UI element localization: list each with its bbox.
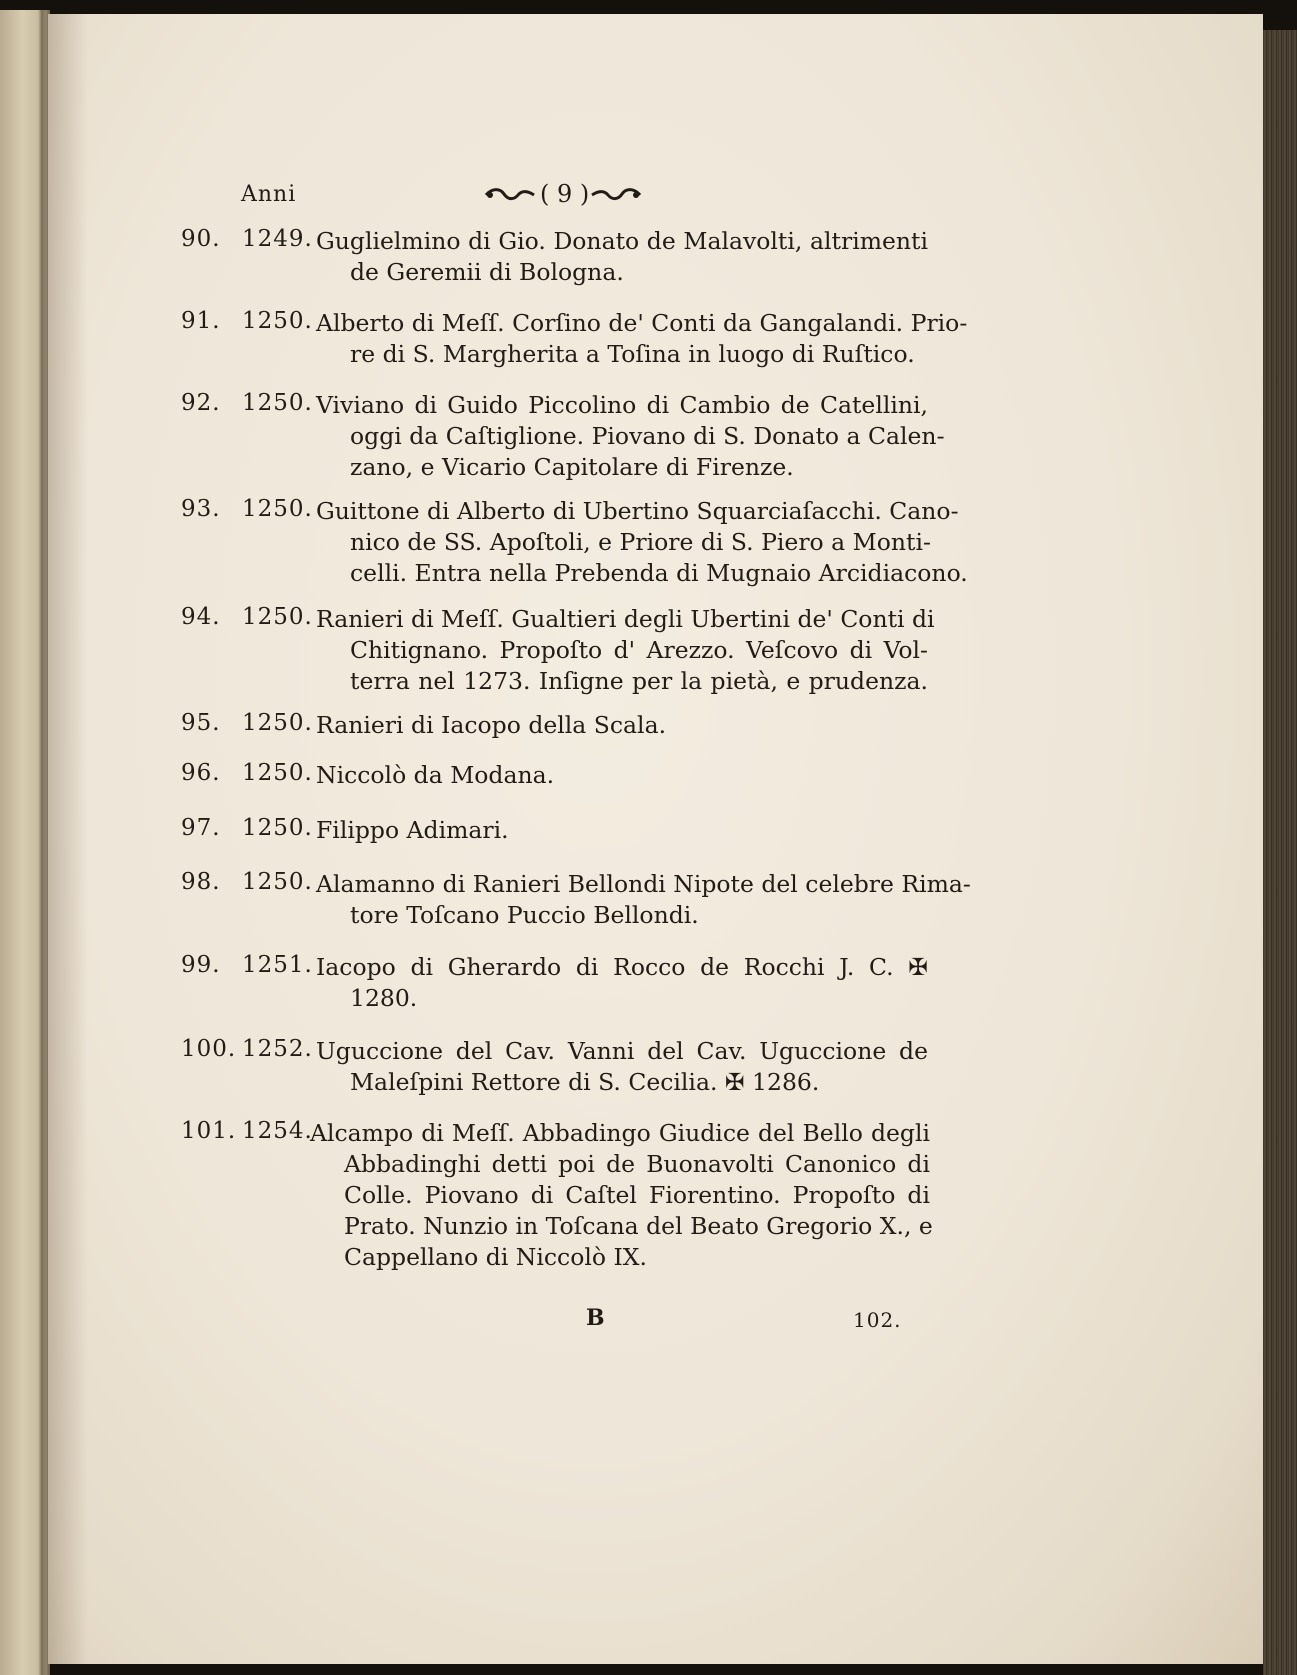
entry-year: 1250. (242, 710, 313, 736)
entry-line: Chitignano. Propoſto d' Arezzo. Veſcovo di Vol- (350, 636, 928, 664)
entry-line: tore Toſcano Puccio Bellondi. (350, 901, 699, 929)
entry-number: 99. (181, 952, 221, 978)
entry-line: Alamanno di Ranieri Bellondi Nipote del celebre Rima- (316, 870, 971, 898)
column-heading-anni: Anni (241, 182, 297, 207)
entry-year: 1252. (242, 1036, 313, 1062)
entry-line: Maleſpini Rettore di S. Cecilia. ✠ 1286. (350, 1068, 820, 1096)
entry-line: Niccolò da Modana. (316, 761, 555, 789)
entry-line: terra nel 1273. Inſigne per la pietà, e prudenza. (350, 667, 928, 695)
entry-line: Ranieri di Iacopo della Scala. (316, 711, 667, 739)
entry-year: 1251. (242, 952, 313, 978)
entry-line: nico de SS. Apoſtoli, e Priore di S. Piero a Monti- (350, 528, 931, 556)
signature-mark: B (586, 1305, 605, 1331)
entry-year: 1254. (242, 1118, 313, 1144)
entry-line: Guittone di Alberto di Ubertino Squarciaſacchi. Cano- (316, 497, 959, 525)
entry-number: 92. (181, 390, 221, 416)
entry-line: re di S. Margherita a Toſina in luogo di Ruſtico. (350, 340, 915, 368)
entry-line: 1280. (350, 984, 418, 1012)
entry-year: 1250. (242, 308, 313, 334)
entry-number: 98. (181, 869, 221, 895)
entry-number: 96. (181, 760, 221, 786)
page-stack-edge (1263, 30, 1297, 1675)
page-number-ornament (484, 182, 644, 212)
entry-line: de Geremii di Bologna. (350, 258, 624, 286)
entry-number: 101. (181, 1118, 237, 1144)
entry-number: 94. (181, 604, 221, 630)
entry-year: 1249. (242, 226, 313, 252)
entry-line: Ranieri di Meſſ. Gualtieri degli Ubertini de' Conti di (316, 605, 935, 633)
entry-line: Colle. Piovano di Caſtel Fiorentino. Propoſto di (344, 1181, 930, 1209)
entry-year: 1250. (242, 390, 313, 416)
left-fleuron-icon (484, 186, 536, 204)
entry-year: 1250. (242, 815, 313, 841)
entry-line: Abbadinghi detti poi de Buonavolti Canonico di (344, 1150, 930, 1178)
entry-line: Alcampo di Meſſ. Abbadingo Giudice del Bello degli (310, 1119, 930, 1147)
entry-number: 91. (181, 308, 221, 334)
entry-year: 1250. (242, 760, 313, 786)
entry-number: 90. (181, 226, 221, 252)
entry-number: 93. (181, 496, 221, 522)
entry-line: Prato. Nunzio in Toſcana del Beato Gregorio X., e (344, 1212, 933, 1240)
entry-number: 95. (181, 710, 221, 736)
page-number: ( 9 ) (540, 180, 590, 208)
entry-line: celli. Entra nella Prebenda di Mugnaio Arcidiacono. (350, 559, 968, 587)
entry-line: Guglielmino di Gio. Donato de Malavolti, altrimenti (316, 227, 928, 255)
entry-line: oggi da Caſtiglione. Piovano di S. Donato a Calen- (350, 422, 945, 450)
entry-year: 1250. (242, 869, 313, 895)
gutter-shade (48, 14, 88, 1664)
entry-line: Viviano di Guido Piccolino di Cambio de Catellini, (316, 391, 928, 419)
entry-line: Alberto di Meſſ. Corſino de' Conti da Gangalandi. Prio- (316, 309, 968, 337)
entry-number: 100. (181, 1036, 237, 1062)
catchword: 102. (853, 1308, 902, 1332)
entry-number: 97. (181, 815, 221, 841)
entry-year: 1250. (242, 604, 313, 630)
entry-line: Uguccione del Cav. Vanni del Cav. Uguccione de (316, 1037, 928, 1065)
entry-line: Iacopo di Gherardo di Rocco de Rocchi J. C. ✠ (316, 953, 928, 981)
entry-line: Filippo Adimari. (316, 816, 509, 844)
spine-shadow (38, 10, 46, 1675)
right-fleuron-icon (590, 186, 642, 204)
entry-year: 1250. (242, 496, 313, 522)
entry-line: Cappellano di Niccolò IX. (344, 1243, 647, 1271)
entry-line: zano, e Vicario Capitolare di Firenze. (350, 453, 794, 481)
